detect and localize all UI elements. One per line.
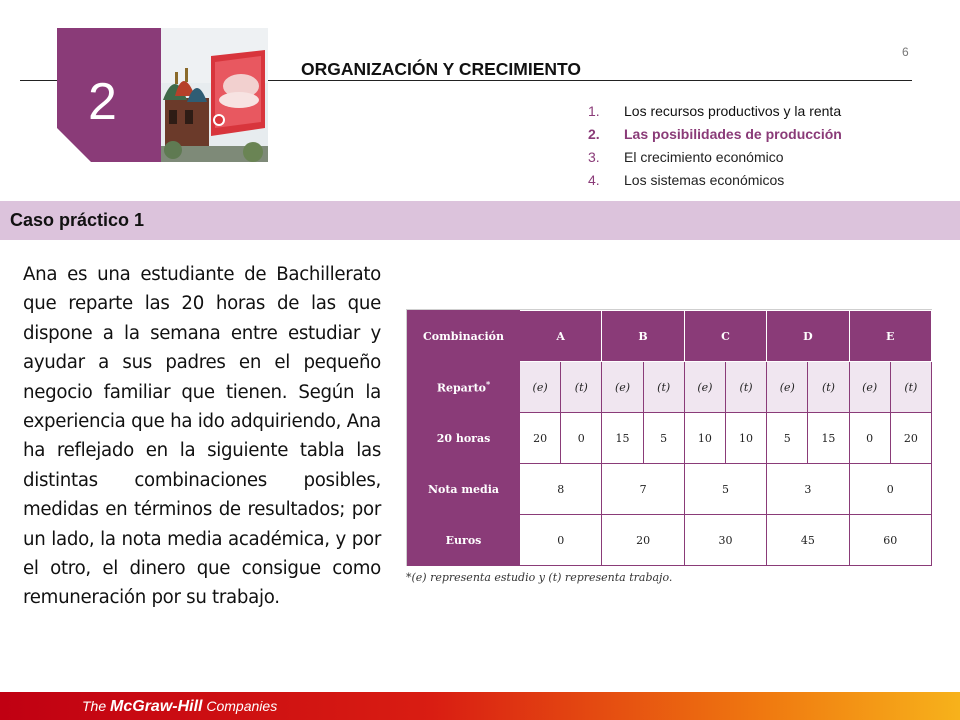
section-title: ORGANIZACIÓN Y CRECIMIENTO bbox=[301, 59, 582, 79]
toc-item-number: 4. bbox=[588, 172, 600, 188]
table-cell: (e) bbox=[684, 362, 725, 413]
table-cell: (t) bbox=[725, 362, 766, 413]
table-header-cell: D bbox=[767, 311, 849, 362]
table-cell: (e) bbox=[520, 362, 561, 413]
chapter-contents bbox=[588, 101, 842, 193]
table-cell: 30 bbox=[684, 515, 766, 566]
table-cell: 20 bbox=[520, 413, 561, 464]
table-cell: 45 bbox=[767, 515, 849, 566]
table-header-cell: E bbox=[849, 311, 931, 362]
row-label: 20 horas bbox=[408, 413, 520, 464]
page-number: 6 bbox=[902, 45, 909, 59]
row-label: Euros bbox=[408, 515, 520, 566]
toc-item-sistemas[interactable] bbox=[588, 170, 842, 193]
toc-item-posibilidades[interactable] bbox=[588, 124, 842, 147]
table-cell: (e) bbox=[849, 362, 890, 413]
table-cell: 15 bbox=[602, 413, 643, 464]
table-cell: 8 bbox=[520, 464, 602, 515]
combinations-table-frame bbox=[406, 309, 932, 566]
table-header-cell: C bbox=[684, 311, 766, 362]
toc-item-recursos[interactable] bbox=[588, 101, 842, 124]
toc-item-number: 1. bbox=[588, 103, 600, 119]
table-row bbox=[408, 413, 932, 464]
table-cell: 20 bbox=[890, 413, 931, 464]
table-row bbox=[408, 362, 932, 413]
table-cell: (t) bbox=[890, 362, 931, 413]
logo-suffix: Companies bbox=[206, 698, 278, 714]
toc-item-crecimiento[interactable] bbox=[588, 147, 842, 170]
toc-item-number: 3. bbox=[588, 149, 600, 165]
chapter-number: 2 bbox=[88, 73, 117, 131]
table-cell: 10 bbox=[684, 413, 725, 464]
logo-prefix: The bbox=[82, 698, 107, 714]
table-cell: 0 bbox=[520, 515, 602, 566]
footnote-mark: * bbox=[486, 379, 491, 390]
table-cell: 5 bbox=[643, 413, 684, 464]
table-footnote: *(e) representa estudio y (t) representa trabajo. bbox=[406, 571, 673, 584]
table-cell: 15 bbox=[808, 413, 849, 464]
table-cell: (e) bbox=[767, 362, 808, 413]
table-cell: 0 bbox=[561, 413, 602, 464]
table-row bbox=[408, 515, 932, 566]
logo-brand: McGraw-Hill bbox=[110, 698, 203, 715]
table-cell: 10 bbox=[725, 413, 766, 464]
table-header-cell: B bbox=[602, 311, 684, 362]
table-cell: 0 bbox=[849, 413, 890, 464]
row-label: Nota media bbox=[408, 464, 520, 515]
table-header-cell: Combinación bbox=[408, 311, 520, 362]
publisher-logo bbox=[82, 698, 277, 716]
chapter-photo bbox=[161, 28, 268, 162]
row-label bbox=[408, 362, 520, 413]
table-cell: 5 bbox=[767, 413, 808, 464]
table-header-cell: A bbox=[520, 311, 602, 362]
table-row bbox=[408, 311, 932, 362]
table-cell: (e) bbox=[602, 362, 643, 413]
toc-item-label: Los sistemas económicos bbox=[624, 172, 785, 188]
table-cell: 0 bbox=[849, 464, 931, 515]
table-cell: (t) bbox=[808, 362, 849, 413]
photo-illustration bbox=[161, 28, 268, 162]
toc-item-label: El crecimiento económico bbox=[624, 149, 784, 165]
toc-item-label: Los recursos productivos y la renta bbox=[624, 103, 842, 119]
table-cell: 3 bbox=[767, 464, 849, 515]
chapter-tile-fold bbox=[57, 128, 91, 162]
table-cell: 5 bbox=[684, 464, 766, 515]
table-cell: 7 bbox=[602, 464, 684, 515]
case-title: Caso práctico 1 bbox=[10, 210, 145, 230]
combinations-table bbox=[407, 310, 932, 566]
table-cell: (t) bbox=[561, 362, 602, 413]
row-label-text: Reparto bbox=[436, 381, 486, 395]
table-cell: 60 bbox=[849, 515, 931, 566]
case-description: Ana es una estudiante de Bachillerato que reparte las 20 horas de las que dispone a la semana entre estudiar y ayudar a sus padres en el pequeño negocio familiar que tienen. Según la experiencia que ha ido adquiriendo, Ana ha reflejado en la siguiente tabla las distintas combinaciones posibles, medidas en términos de resultados; por un lado, la nota media académica, y por el otro, el dinero que consigue como remuneración por su trabajo. bbox=[23, 264, 381, 609]
toc-item-label: Las posibilidades de producción bbox=[624, 126, 842, 142]
table-row bbox=[408, 464, 932, 515]
table-cell: (t) bbox=[643, 362, 684, 413]
table-cell: 20 bbox=[602, 515, 684, 566]
toc-item-number: 2. bbox=[588, 126, 600, 142]
